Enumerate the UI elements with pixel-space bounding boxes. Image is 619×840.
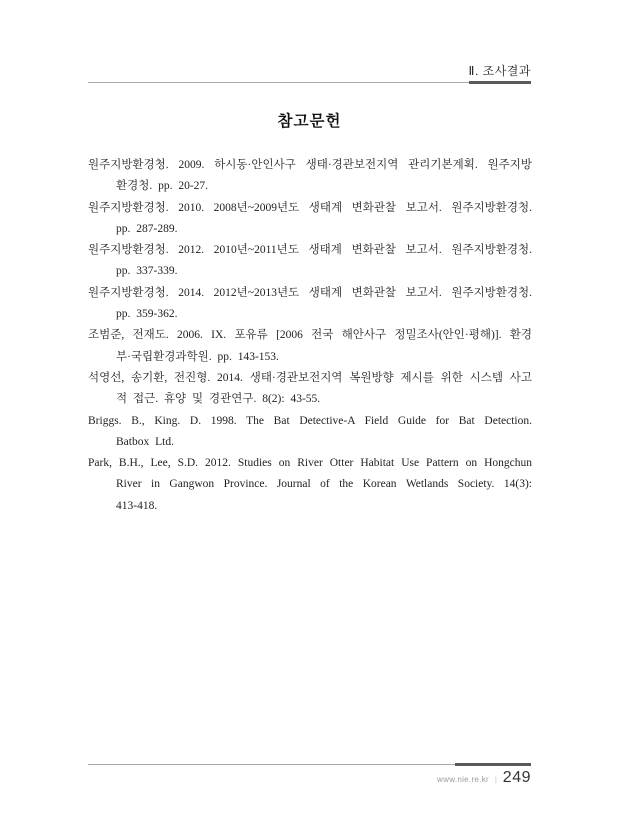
reference-line: 원주지방환경청. 2010. 2008년~2009년도 생태계 변화관찰 보고서. 원주지방환경청. [88,201,532,214]
footer-separator: | [494,777,497,784]
references-list [88,155,532,517]
reference-line: pp. 287-289. [116,222,178,235]
reference-line: Park, B.H., Lee, S.D. 2012. Studies on River Otter Habitat Use Pattern on Hongchun [88,457,532,470]
header-rule [88,82,531,83]
reference-line: Batbox Ltd. [116,435,174,448]
reference-line: 석영선, 송기환, 전진형. 2014. 생태·경관보전지역 복원방향 제시를 위한 시스템 사고 [88,371,532,384]
footer-site-url: www.nie.re.kr [437,775,489,784]
reference-line: pp. 359-362. [116,308,178,321]
reference-line: 환경청. pp. 20-27. [116,180,209,193]
footer-page-number: 249 [502,769,531,786]
reference-line: 원주지방환경청. 2012. 2010년~2011년도 생태계 변화관찰 보고서. 원주지방환경청. [88,244,532,257]
page-title: 참고문헌 [277,113,342,130]
reference-line: pp. 337-339. [116,265,178,278]
reference-line: 적 접근. 휴양 및 경관연구. 8(2): 43-55. [116,393,321,406]
reference-line: 원주지방환경청. 2014. 2012년~2013년도 생태계 변화관찰 보고서. 원주지방환경청. [88,286,532,299]
footer-rule-accent [455,763,531,766]
reference-line: 조범준, 전재도. 2006. IX. 포유류 [2006 전국 해안사구 정밀조사(안인·평해)]. 환경 [88,329,532,342]
footer [437,769,531,787]
section-header-label: Ⅱ. 조사결과 [468,64,531,78]
footer-rule [88,764,531,765]
header-rule-accent [469,81,531,84]
reference-line: 413-418. [116,499,158,512]
reference-line: 부·국립환경과학원. pp. 143-153. [116,350,279,363]
reference-line: River in Gangwon Province. Journal of the Korean Wetlands Society. 14(3): [116,478,532,491]
reference-line: 원주지방환경청. 2009. 하시동·안인사구 생태·경관보전지역 관리기본계획. 원주지방 [88,159,532,171]
reference-line: Briggs. B., King. D. 1998. The Bat Detective-A Field Guide for Bat Detection. [88,414,532,427]
